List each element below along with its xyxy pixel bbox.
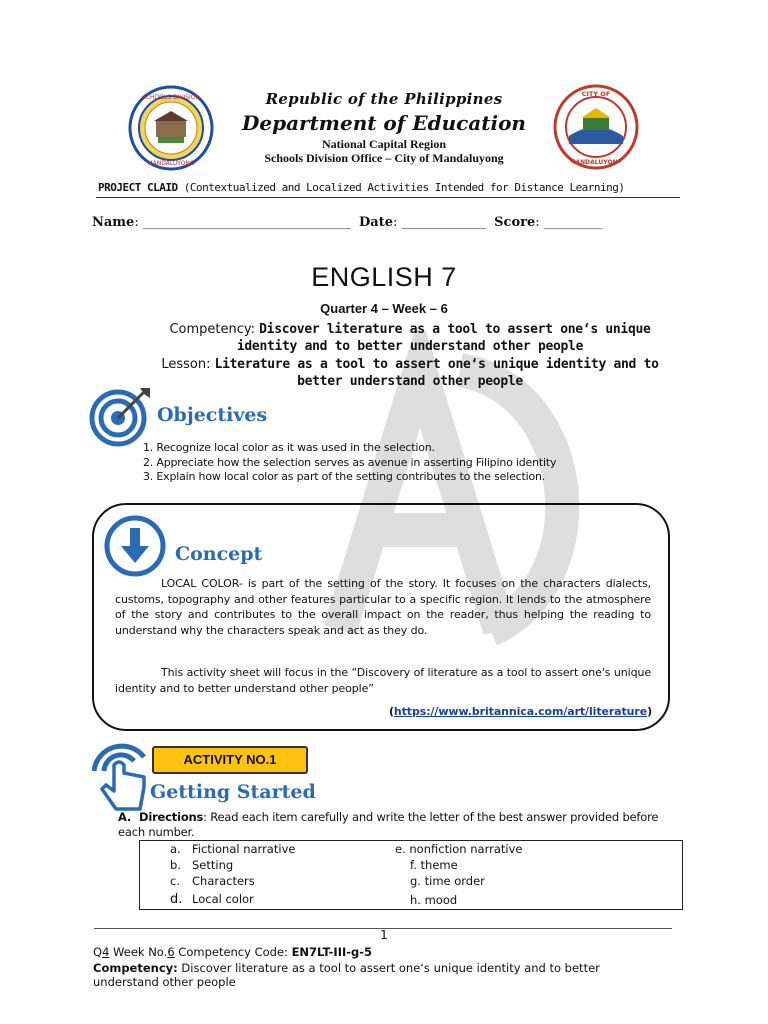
footer-quarter-num: 4	[102, 945, 110, 959]
project-description: (Contextualized and Localized Activities Intended for Distance Learning)	[183, 181, 625, 194]
objectives-list	[143, 441, 556, 485]
choice-d: d. Local color	[170, 892, 254, 907]
lesson-block	[150, 356, 670, 390]
directions	[118, 810, 678, 840]
name-label: Name	[92, 215, 135, 230]
choice-c: c. Characters	[170, 874, 255, 888]
svg-text:SCHOOLS DIVISION: SCHOOLS DIVISION	[141, 94, 201, 101]
svg-text:MANDALUYONG: MANDALUYONG	[569, 159, 623, 166]
getting-started-heading: Getting Started	[150, 781, 316, 803]
footer-competency-label: Competency:	[93, 961, 178, 975]
score-label: Score	[494, 215, 536, 230]
score-field[interactable]: : _________	[535, 215, 603, 230]
source-link[interactable]: https://www.britannica.com/art/literature	[393, 705, 648, 718]
objective-item: 2. Appreciate how the selection serves as avenue in asserting Filipino identity	[143, 455, 557, 469]
choice-a: a. Fictional narrative	[170, 842, 296, 856]
name-field[interactable]: : ________________________________	[134, 215, 351, 230]
choice-f: f. theme	[410, 858, 458, 872]
competency-label: Competency:	[169, 322, 256, 337]
date-field[interactable]: : _____________	[392, 215, 486, 230]
down-arrow-icon	[104, 515, 166, 577]
competency-text: Discover literature as a tool to assert one‘s unique identity and to better understand other people	[236, 322, 651, 354]
republic-heading: Republic of the Philippines	[265, 90, 503, 108]
footer-competency-text: Discover literature as a tool to assert one‘s unique identity and to better understand other people	[93, 961, 600, 989]
choice-g: g. time order	[410, 874, 485, 888]
directions-text: : Read each item carefully and write the letter of the best answer provided before each number.	[118, 810, 659, 839]
page-title: ENGLISH 7	[311, 262, 457, 292]
concept-paragraph-2: This activity sheet will focus in the “Discovery of literature as a tool to assert one's unique identity and to better understand other people”	[115, 666, 651, 695]
department-heading: Department of Education	[242, 111, 526, 135]
footer-q: Q	[93, 945, 103, 959]
division-heading: Schools Division Office – City of Mandaluyong	[264, 151, 504, 165]
objective-item: 1. Recognize local color as it was used in the selection.	[143, 441, 435, 454]
target-icon	[88, 386, 154, 448]
choice-e: e. nonfiction narrative	[395, 842, 523, 856]
objectives-heading: Objectives	[157, 404, 268, 426]
lesson-label: Lesson:	[161, 357, 211, 372]
footer-week-num: 6	[167, 945, 175, 959]
footer-code-label: Competency Code:	[174, 945, 292, 959]
region-heading: National Capital Region	[321, 137, 446, 151]
footer-competency	[93, 961, 653, 989]
concept-heading: Concept	[175, 543, 263, 565]
choice-b: b. Setting	[170, 858, 234, 872]
header-divider	[96, 197, 680, 198]
project-name: PROJECT CLAID	[98, 181, 178, 194]
footer-week-text: Week No.	[109, 945, 168, 959]
activity-number-badge: ACTIVITY NO.1	[152, 746, 308, 774]
project-line	[98, 181, 678, 194]
objective-item: 3. Explain how local color as part of the setting contributes to the selection.	[143, 470, 546, 483]
competency-block	[150, 321, 670, 355]
paren-open: (	[388, 705, 394, 718]
choices-box	[139, 840, 683, 910]
paren-close: )	[647, 705, 652, 718]
lesson-text: Literature as a tool to assert one‘s unique identity and to better understand other people	[214, 357, 659, 389]
page-number: 1	[380, 928, 388, 942]
student-info-row	[92, 215, 692, 230]
choice-h: h. mood	[410, 893, 458, 907]
concept-paragraph-1: LOCAL COLOR- is part of the setting of the story. It focuses on the characters dialects, customs, topography and other features particular to a specific region. It lends to the atmosphere of the story and contributes to the overall impact on the reader, thus helping the reading to understand why the characters speak and act as they do.	[115, 577, 651, 637]
footer-code-line	[93, 945, 372, 959]
directions-letter: A.	[118, 810, 132, 824]
svg-text:CITY OF: CITY OF	[581, 90, 611, 98]
date-label: Date	[359, 215, 393, 230]
directions-label: Directions	[139, 810, 204, 824]
footer-code-value: EN7LT-III-g-5	[291, 945, 373, 959]
source-citation	[380, 704, 652, 720]
quarter-week: Quarter 4 – Week – 6	[320, 301, 448, 316]
tap-hand-icon	[88, 735, 152, 813]
svg-text:MANDALUYONG: MANDALUYONG	[147, 160, 195, 167]
